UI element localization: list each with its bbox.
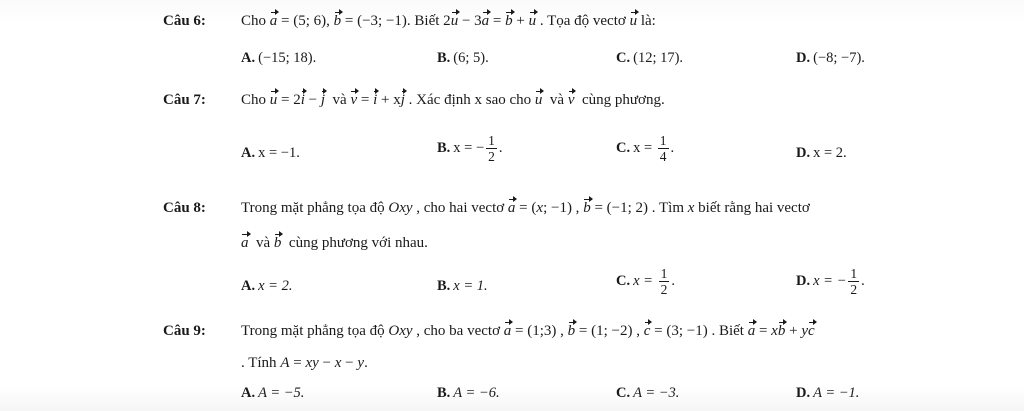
question-6-option-d: D. (−8; −7).: [796, 50, 865, 66]
question-6-text: Cho a = (5; 6), b = (−3; −1). Biết 2u − 3a = b + u . Tọa độ vectơ u là:: [241, 13, 656, 29]
question-7-text: Cho u = 2i − j và v = i + xj . Xác định x sao cho u và v cùng phương.: [241, 92, 665, 108]
question-8-option-b: B. x = 1.: [437, 278, 488, 294]
question-6-option-b: B. (6; 5).: [437, 50, 489, 66]
question-6-option-c: C. (12; 17).: [616, 50, 684, 66]
question-9-option-b: B. A = −6.: [437, 385, 500, 401]
question-8-option-c: C. x = $\frac{1}{2}$ .: [616, 266, 675, 297]
question-7-label: Câu 7:: [163, 92, 206, 108]
question-8-label: Câu 8:: [163, 200, 206, 216]
question-8-option-a: A. x = 2.: [241, 278, 293, 294]
question-9-option-a: A. A = −5.: [241, 385, 305, 401]
question-9-label: Câu 9:: [163, 323, 206, 339]
question-9-text-line-2: . Tính A = xy − x − y.: [241, 355, 368, 371]
question-7-option-d: D. x = 2.: [796, 145, 847, 161]
question-7-option-a: A. x = −1.: [241, 145, 300, 161]
question-8-text-line-1: Trong mặt phẳng tọa độ Oxy , cho hai vectơ a = (x; −1) , b = (−1; 2) . Tìm x biết rằng hai vectơ: [241, 200, 810, 216]
question-9-option-d: D. A = −1.: [796, 385, 860, 401]
question-9-option-c: C. A = −3.: [616, 385, 680, 401]
question-8-option-d: D. x = − $\frac{1}{2}$ .: [796, 266, 865, 297]
question-6-label: Câu 6:: [163, 13, 206, 29]
question-9-text-line-1: Trong mặt phẳng tọa độ Oxy , cho ba vectơ a = (1;3) , b = (1; −2) , c = (3; −1) . Biết a = xb + yc: [241, 323, 815, 339]
question-8-text-line-2: a và b cùng phương với nhau.: [241, 235, 428, 251]
question-7-option-c: C. x = $\frac{1}{4}$ .: [616, 133, 675, 164]
question-6-option-a: A. (−15; 18).: [241, 50, 317, 66]
question-7-option-b: B. x = − $\frac{1}{2}$ .: [437, 133, 503, 164]
